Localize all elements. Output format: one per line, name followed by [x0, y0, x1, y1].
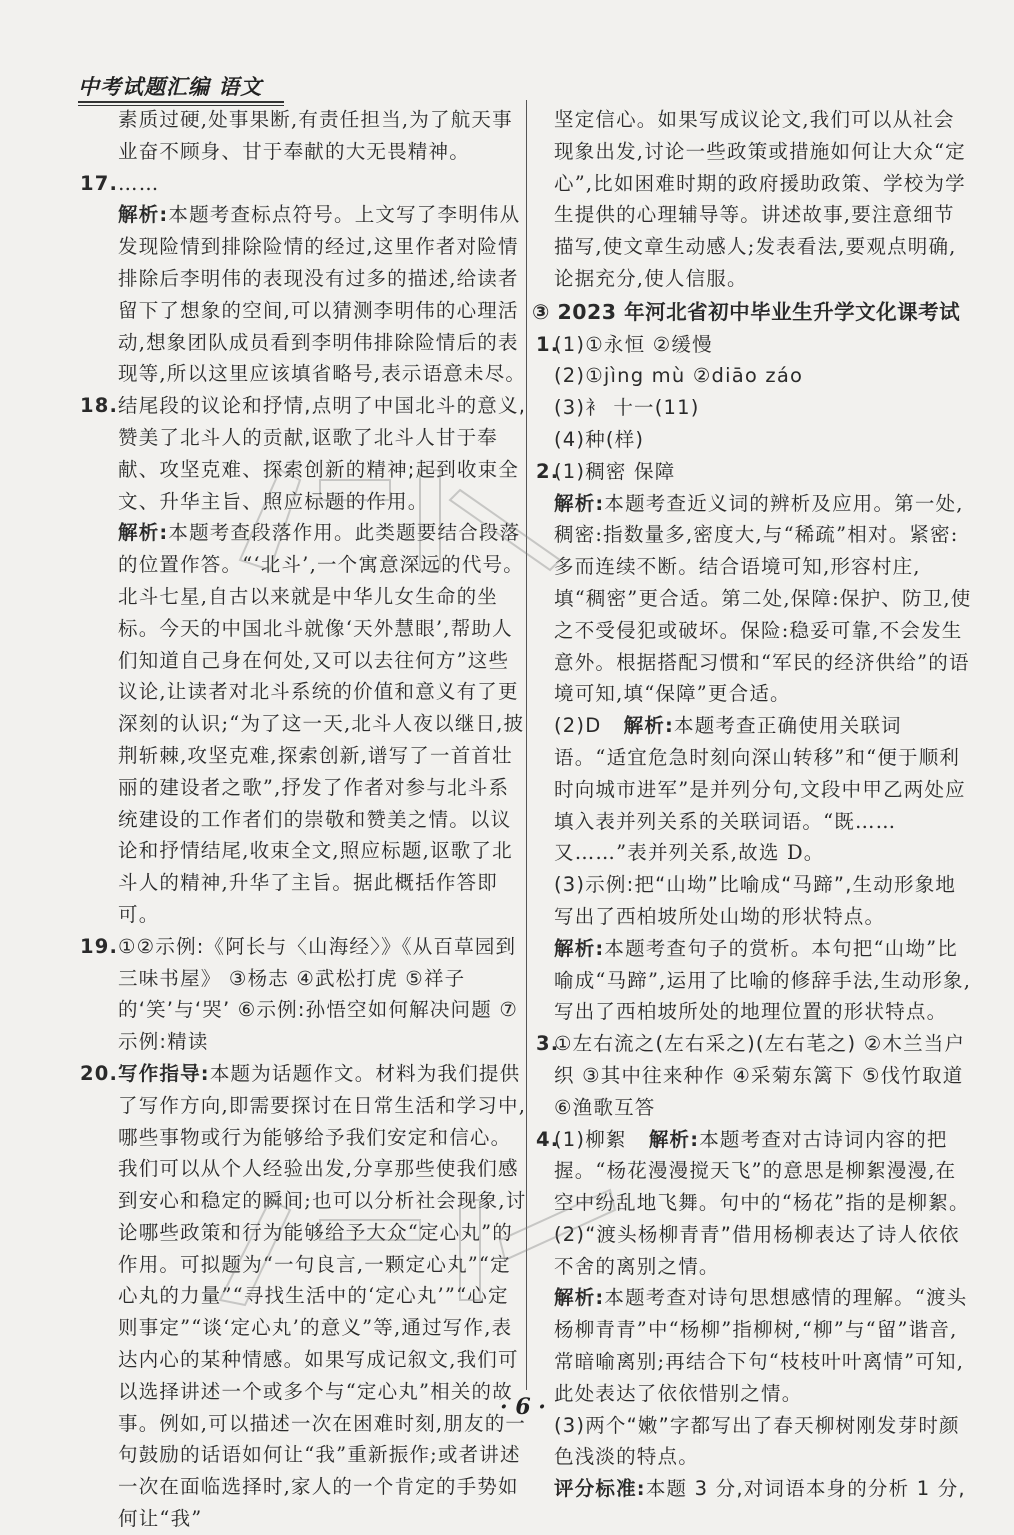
intro-text: 素质过硬,处事果断,有责任担当,为了航天事业奋不顾身、甘于奉献的大无畏精神。 — [118, 108, 513, 163]
question-number: 4. — [536, 1127, 560, 1151]
answer-part: (3)示例:把“山坳”比喻成“马蹄”,生动形象地写出了西柏坡所处山坳的形状特点。 — [554, 873, 957, 928]
left-column — [80, 104, 528, 1535]
analysis-label: 解析: — [648, 1127, 700, 1151]
question-17 — [80, 168, 528, 391]
answer-part: (1)①永恒 ②缓慢 — [554, 332, 713, 356]
question-number: 20. — [80, 1061, 119, 1085]
question-number: 19. — [80, 934, 119, 958]
analysis-text: 本题考查标点符号。上文写了李明伟从发现险情到排除险情的经过,这里作者对险情排除后李明伟的表现没有过多的描述,给读者留下了想象的空间,可以猜测李明伟的心理活动,想象团队成员看到李明伟排除险情后的表现等,所以这里应该填省略号,表示语意未尽。 — [118, 203, 527, 386]
scoring-label: 评分标准: — [554, 1477, 646, 1501]
question-number: 17. — [80, 171, 119, 195]
question-19 — [80, 931, 528, 1058]
answer-text: ①左右流之(左右采之)(左右芼之) ②木兰当户织 ③其中往来种作 ④采菊东篱下 ⑤伐竹取道 ⑥渔歌互答 — [554, 1032, 966, 1119]
analysis-label: 解析: — [554, 491, 605, 515]
analysis-text: 本题考查正确使用关联词语。“适宜危急时刻向深山转移”和“便于顺利时向城市进军”是并列分句,文段中甲乙两处应填入表并列关系的关联词语。“既……又……”表并列关系,故选 D。 — [554, 714, 966, 865]
analysis-label: 解析: — [554, 936, 605, 960]
analysis-text: 本题考查对古诗词内容的把握。“杨花漫漫搅天飞”的意思是柳絮漫漫,在空中纷乱地飞舞。句中的“杨花”指的是柳絮。 — [554, 1127, 970, 1215]
running-header — [78, 74, 284, 106]
header-rule — [78, 101, 284, 103]
analysis-text: 本题考查句子的赏析。本句把“山坳”比喻成“马蹄”,运用了比喻的修辞手法,生动形象,写出了西柏坡所处的地理位置的形状特点。 — [554, 936, 972, 1024]
analysis-label: 解析: — [118, 521, 169, 545]
continuation-text: 坚定信心。如果写成议论文,我们可以从社会现象出发,讨论一些政策或措施如何让大众“定心”,比如困难时期的政府援助政策、学校为学生提供的心理辅导等。讲述故事,要注意细节描写,使文章生动感人;发表看法,要观点明确,论据充分,使人信服。 — [554, 108, 966, 290]
guide-label: 写作指导: — [118, 1061, 210, 1085]
answer-part: (2)“渡头杨柳青青”借用杨柳表达了诗人依依不舍的离别之情。 — [554, 1222, 960, 1278]
answer-part: (4)种(样) — [554, 427, 645, 451]
answer-part: (2)①jìng mù ②diāo záo — [554, 364, 804, 388]
question-number: 1. — [536, 332, 560, 356]
question-number: 18. — [80, 394, 119, 418]
question-number: 3. — [536, 1032, 560, 1056]
analysis-text: 本题考查近义词的辨析及应用。第一处,稠密:指数量多,密度大,与“稀疏”相对。紧密:多而连续不断。结合语境可知,形容村庄,填“稠密”更合适。第二处,保障:保护、防卫,使之不受侵犯或破坏。保险:稳妥可靠,不会发生意外。根据搭配习惯和“军民的经济供给”的语境可知,填“保障”更合适。 — [554, 491, 972, 706]
question-20 — [80, 1058, 528, 1535]
page-number: · 6 · — [500, 1394, 546, 1420]
analysis-label: 解析: — [554, 1286, 605, 1310]
section-title: ③ 2023 年河北省初中毕业生升学文化课考试 — [532, 299, 961, 324]
answer-text: ①②示例:《阿长与〈山海经〉》《从百草园到三味书屋》 ③杨志 ④武松打虎 ⑤祥子的‘笑’与‘哭’ ⑥示例:孙悟空如何解决问题 ⑦示例:精读 — [118, 934, 519, 1054]
answer-text: …… — [118, 171, 160, 195]
analysis-text: 本题考查段落作用。此类题要结合段落的位置作答。“‘北斗’,一个寓意深远的代号。北斗七星,自古以来就是中华儿女生命的坐标。今天的中国北斗就像‘天外慧眼’,帮助人们知道自己身在何处,又可以去往何方”这些议论,让读者对北斗系统的价值和意义有了更深刻的认识;“为了这一天,北斗人夜以继日,披荆斩棘,攻坚克难,探索创新,谱写了一首首壮丽的建设者之歌”,抒发了作者对参与北斗系统建设的工作者们的崇敬和赞美之情。以议论和抒情结尾,收束全文,照应标题,讴歌了北斗人的精神,升华了主旨。据此概括作答即可。 — [118, 521, 525, 926]
analysis-text: 本题考查对诗句思想感情的理解。“渡头杨柳青青”中“杨柳”指柳树,“柳”与“留”谐音,常暗喻离别;再结合下句“枝枝叶叶离情”可知,此处表达了依依惜别之情。 — [554, 1286, 968, 1405]
answer-part: (3)衤 十一(11) — [554, 396, 700, 420]
header-title: 中考试题汇编 语文 — [78, 74, 263, 99]
question-2 — [536, 456, 972, 1028]
question-4 — [536, 1124, 972, 1506]
question-3 — [536, 1028, 972, 1123]
scoring-text: 本题 3 分,对词语本身的分析 1 分, — [645, 1477, 966, 1501]
answer-part: (3)两个“嫩”字都写出了春天柳树刚发芽时颜色浅淡的特点。 — [554, 1413, 960, 1469]
answer-text: 结尾段的议论和抒情,点明了中国北斗的意义,赞美了北斗人的贡献,讴歌了北斗人甘于奉献、攻坚克难、探索创新的精神;起到收束全文、升华主旨、照应标题的作用。 — [118, 394, 527, 513]
question-18 — [80, 390, 528, 931]
answer-part: (1)稠密 保障 — [554, 459, 676, 483]
analysis-label: 解析: — [118, 203, 169, 227]
answer-part: (1)柳絮 — [554, 1127, 627, 1151]
question-number: 2. — [536, 459, 560, 483]
right-column — [532, 104, 972, 1505]
analysis-label: 解析: — [623, 714, 675, 738]
question-1 — [536, 329, 972, 456]
answer-part: (2)D — [554, 714, 602, 738]
guide-text: 本题为话题作文。材料为我们提供了写作方向,即需要探讨在日常生活和学习中,哪些事物或行为能够给予我们安定和信心。我们可以从个人经验出发,分享那些使我们感到安心和稳定的瞬间;也可以分析社会现象,讨论哪些政策和行为能够给予大众“定心丸”的作用。可拟题为“一句良言,一颗定心丸”“定心丸的力量”“寻找生活中的‘定心丸’”“心定则事定”“谈‘定心丸’的意义”等,通过写作,表达内心的某种情感。如果写成记叙文,我们可以选择讲述一个或多个与“定心丸”相关的故事。例如,可以描述一次在困难时刻,朋友的一句鼓励的话语如何让“我”重新振作;或者讲述一次在面临选择时,家人的一个肯定的手势如何让“我” — [118, 1061, 527, 1531]
